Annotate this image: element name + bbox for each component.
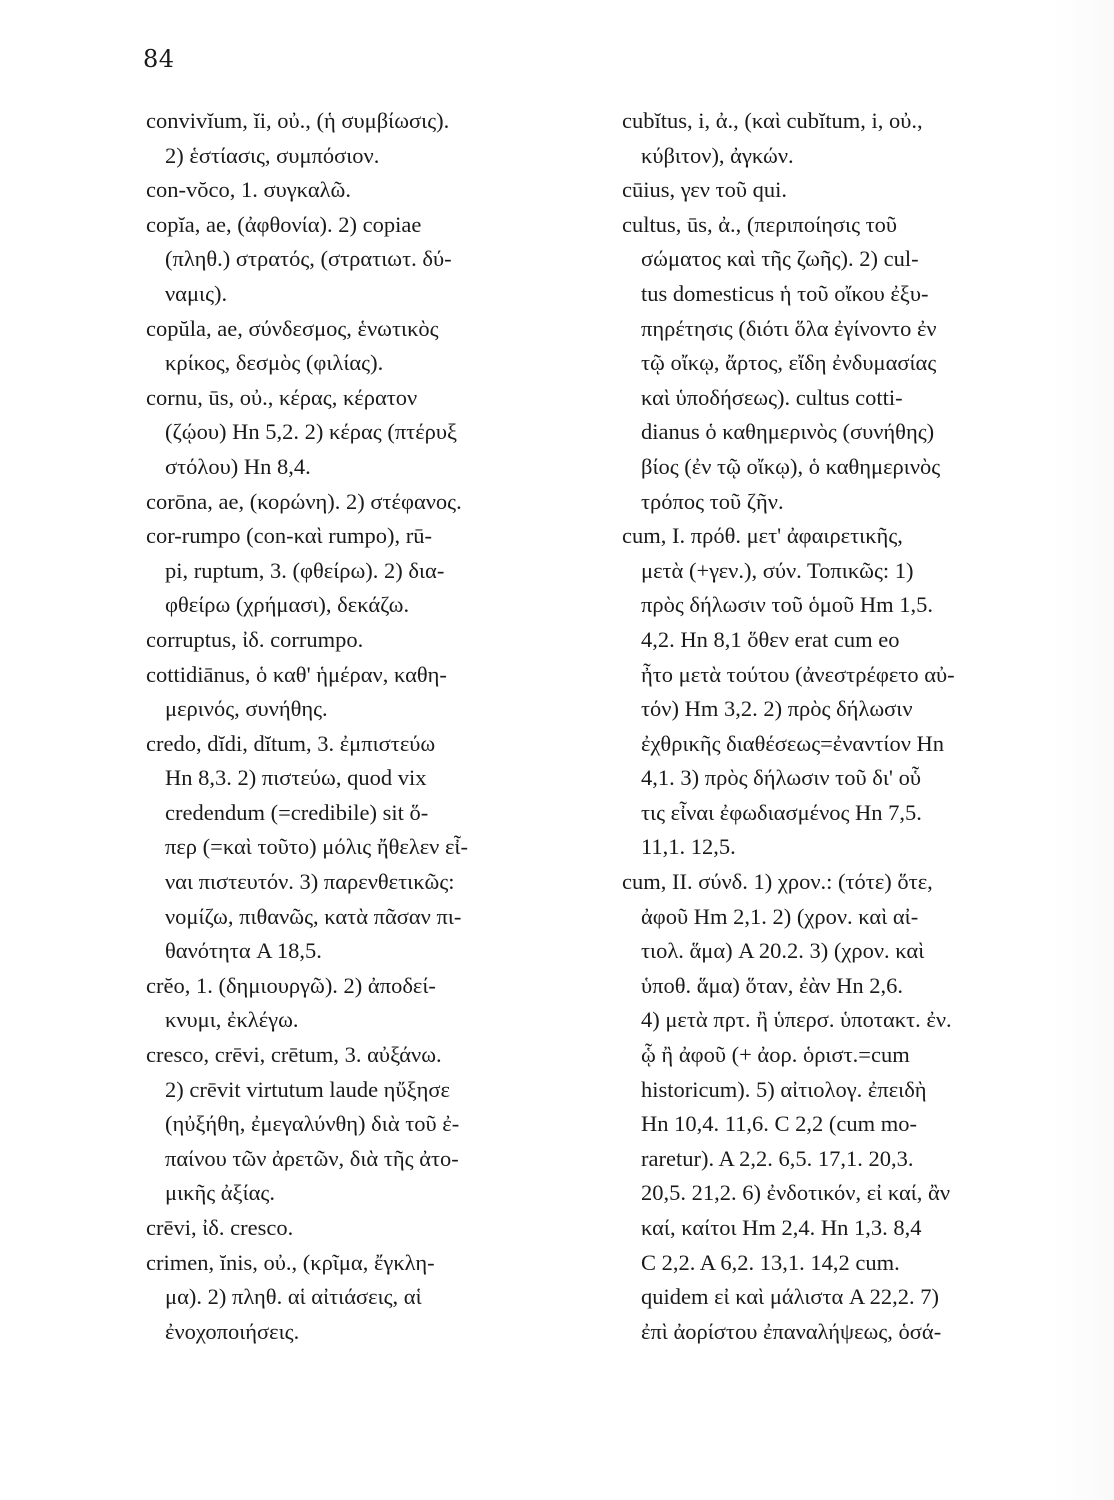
dictionary-line: ἐνοχοποιήσεις. [165, 1318, 300, 1344]
dictionary-line: raretur). A 2,2. 6,5. 17,1. 20,3. [641, 1145, 914, 1171]
dictionary-line: C 2,2. A 6,2. 13,1. 14,2 cum. [641, 1249, 900, 1275]
dictionary-line: τιολ. ἅμα) A 20.2. 3) (χρον. καὶ [641, 938, 925, 964]
dictionary-line: copŭla, ae, σύνδεσμος, ἑνωτικὸς [146, 315, 439, 341]
dictionary-line: πρὸς δήλωσιν τοῦ ὁμοῦ Hm 1,5. [641, 592, 933, 618]
dictionary-line: ὑποθ. ἅμα) ὅταν, ἐὰν Hn 2,6. [641, 972, 903, 998]
dictionary-line: cultus, ūs, ἀ., (περιποίησις τοῦ [622, 211, 898, 237]
dictionary-line: φθείρω (χρήμασι), δεκάζω. [165, 592, 410, 618]
dictionary-line: κύβιτον), ἀγκών. [641, 142, 794, 168]
dictionary-line: καὶ ὑποδήσεως). cultus cotti- [641, 384, 903, 410]
dictionary-line: 4) μετὰ πρτ. ἢ ὑπερσ. ὑποτακτ. ἐν. [641, 1007, 952, 1033]
dictionary-line: convivĭum, ĭi, οὐ., (ἡ συμβίωσις). [146, 108, 450, 133]
page-number: 84 [143, 45, 175, 73]
dictionary-line: 4,2. Hn 8,1 ὅθεν erat cum eo [641, 626, 900, 652]
dictionary-line: μικῆς ἀξίας. [165, 1180, 275, 1206]
dictionary-line: μερινός, συνήθης. [165, 696, 328, 722]
dictionary-line: cubĭtus, i, ἀ., (καὶ cubĭtum, i, οὐ., [622, 108, 923, 133]
dictionary-line: περ (=καὶ τοῦτο) μόλις ἤθελεν εἶ- [165, 834, 468, 860]
dictionary-line: 2) crēvit virtutum laude ηὔξησε [165, 1076, 450, 1102]
dictionary-line: ἀφοῦ Hm 2,1. 2) (χρον. καὶ αἰ- [641, 903, 919, 929]
dictionary-line: ἐχθρικῆς διαθέσεως=ἐναντίον Hn [641, 730, 945, 756]
dictionary-line: (ηὐξήθη, ἐμεγαλύνθη) διὰ τοῦ ἐ- [165, 1111, 460, 1137]
dictionary-line: quidem εἰ καὶ μάλιστα A 22,2. 7) [641, 1284, 939, 1310]
dictionary-line: cūius, γεν τοῦ qui. [622, 177, 787, 203]
dictionary-line: τῷ οἴκῳ, ἄρτος, εἴδη ἐνδυμασίας [641, 350, 937, 376]
dictionary-line: μα). 2) πληθ. αἱ αἰτιάσεις, αἱ [165, 1284, 422, 1310]
dictionary-line: σώματος καὶ τῆς ζωῆς). 2) cul- [641, 246, 919, 272]
dictionary-line: 20,5. 21,2. 6) ἐνδοτικόν, εἰ καί, ἂν [641, 1180, 951, 1206]
dictionary-line: τόν) Hm 3,2. 2) πρὸς δήλωσιν [641, 696, 913, 722]
dictionary-line: tus domesticus ἡ τοῦ οἴκου ἐξυ- [641, 280, 929, 306]
dictionary-line: historicum). 5) αἰτιολογ. ἐπειδὴ [641, 1076, 927, 1102]
dictionary-line: dianus ὁ καθημερινὸς (συνήθης) [641, 419, 935, 445]
dictionary-line: 11,1. 12,5. [641, 834, 736, 860]
dictionary-line: Hn 8,3. 2) πιστεύω, quod vix [165, 765, 427, 791]
dictionary-line: corōna, ae, (κορώνη). 2) στέφανος. [146, 488, 462, 514]
dictionary-line: cum, I. πρόθ. μετ' ἀφαιρετικῆς, [622, 523, 903, 549]
dictionary-line: Hn 10,4. 11,6. C 2,2 (cum mo- [641, 1111, 918, 1137]
dictionary-line: 2) ἑστίασις, συμπόσιον. [165, 142, 380, 168]
dictionary-line: πηρέτησις (διότι ὅλα ἐγίνοντο ἐν [641, 315, 937, 341]
dictionary-line: νομίζω, πιθανῶς, κατὰ πᾶσαν πι- [165, 903, 462, 929]
dictionary-line: ἐπὶ ἀορίστου ἐπαναλήψεως, ὁσά- [641, 1318, 942, 1344]
dictionary-line: ἦτο μετὰ τούτου (ἀνεστρέφετο αὐ- [641, 661, 955, 687]
left-column [146, 104, 586, 1349]
dictionary-line: τις εἶναι ἐφωδιασμένος Hn 7,5. [641, 799, 922, 825]
dictionary-line: ᾧ ἢ ἀφοῦ (+ ἀορ. ὁριστ.=cum [641, 1042, 910, 1068]
dictionary-line: 4,1. 3) πρὸς δήλωσιν τοῦ δι' οὗ [641, 765, 921, 791]
dictionary-line: crimen, ĭnis, οὐ., (κρῖμα, ἔγκλη- [146, 1249, 435, 1275]
dictionary-line: τρόπος τοῦ ζῆν. [641, 488, 784, 514]
dictionary-line: μετὰ (+γεν.), σύν. Τοπικῶς: 1) [641, 557, 914, 583]
dictionary-line: copĭa, ae, (ἀφθονία). 2) copiae [146, 211, 422, 237]
dictionary-line: cor-rumpo (con-καὶ rumpo), rū- [146, 523, 432, 549]
dictionary-line: παίνου τῶν ἀρετῶν, διὰ τῆς ἀτο- [165, 1145, 459, 1171]
dictionary-line: crēvi, ἰδ. cresco. [146, 1215, 294, 1240]
dictionary-line: (ζῴου) Hn 5,2. 2) κέρας (πτέρυξ [165, 419, 458, 445]
dictionary-line: κρίκος, δεσμὸς (φιλίας). [165, 350, 384, 376]
dictionary-line: credendum (=credibile) sit ὅ- [165, 799, 429, 825]
dictionary-line: βίος (ἐν τῷ οἴκῳ), ὁ καθημερινὸς [641, 453, 941, 479]
dictionary-line: credo, dĭdi, dĭtum, 3. ἐμπιστεύω [146, 730, 436, 756]
dictionary-line: pi, ruptum, 3. (φθείρω). 2) δια- [165, 557, 445, 583]
dictionary-line: cum, II. σύνδ. 1) χρον.: (τότε) ὅτε, [622, 869, 933, 895]
right-column [622, 104, 1062, 1349]
dictionary-line: cresco, crēvi, crētum, 3. αὐξάνω. [146, 1042, 442, 1068]
dictionary-line: καί, καίτοι Hm 2,4. Hn 1,3. 8,4 [641, 1215, 922, 1240]
dictionary-line: corruptus, ἰδ. corrumpo. [146, 626, 364, 652]
page-edge-shadow [1054, 0, 1114, 1500]
dictionary-line: ναι πιστευτόν. 3) παρενθετικῶς: [165, 869, 455, 895]
dictionary-line: θανότητα A 18,5. [165, 938, 322, 964]
dictionary-line: ναμις). [165, 280, 228, 306]
dictionary-line: (πληθ.) στρατός, (στρατιωτ. δύ- [165, 246, 452, 272]
dictionary-line: cornu, ūs, οὐ., κέρας, κέρατον [146, 384, 418, 410]
dictionary-line: στόλου) Hn 8,4. [165, 453, 311, 479]
dictionary-line: con-vŏco, 1. συγκαλῶ. [146, 177, 351, 203]
dictionary-line: κνυμι, ἐκλέγω. [165, 1007, 299, 1033]
dictionary-line: cottidiānus, ὁ καθ' ἡμέραν, καθη- [146, 661, 447, 687]
dictionary-line: crĕo, 1. (δημιουργῶ). 2) ἀποδεί- [146, 972, 436, 998]
